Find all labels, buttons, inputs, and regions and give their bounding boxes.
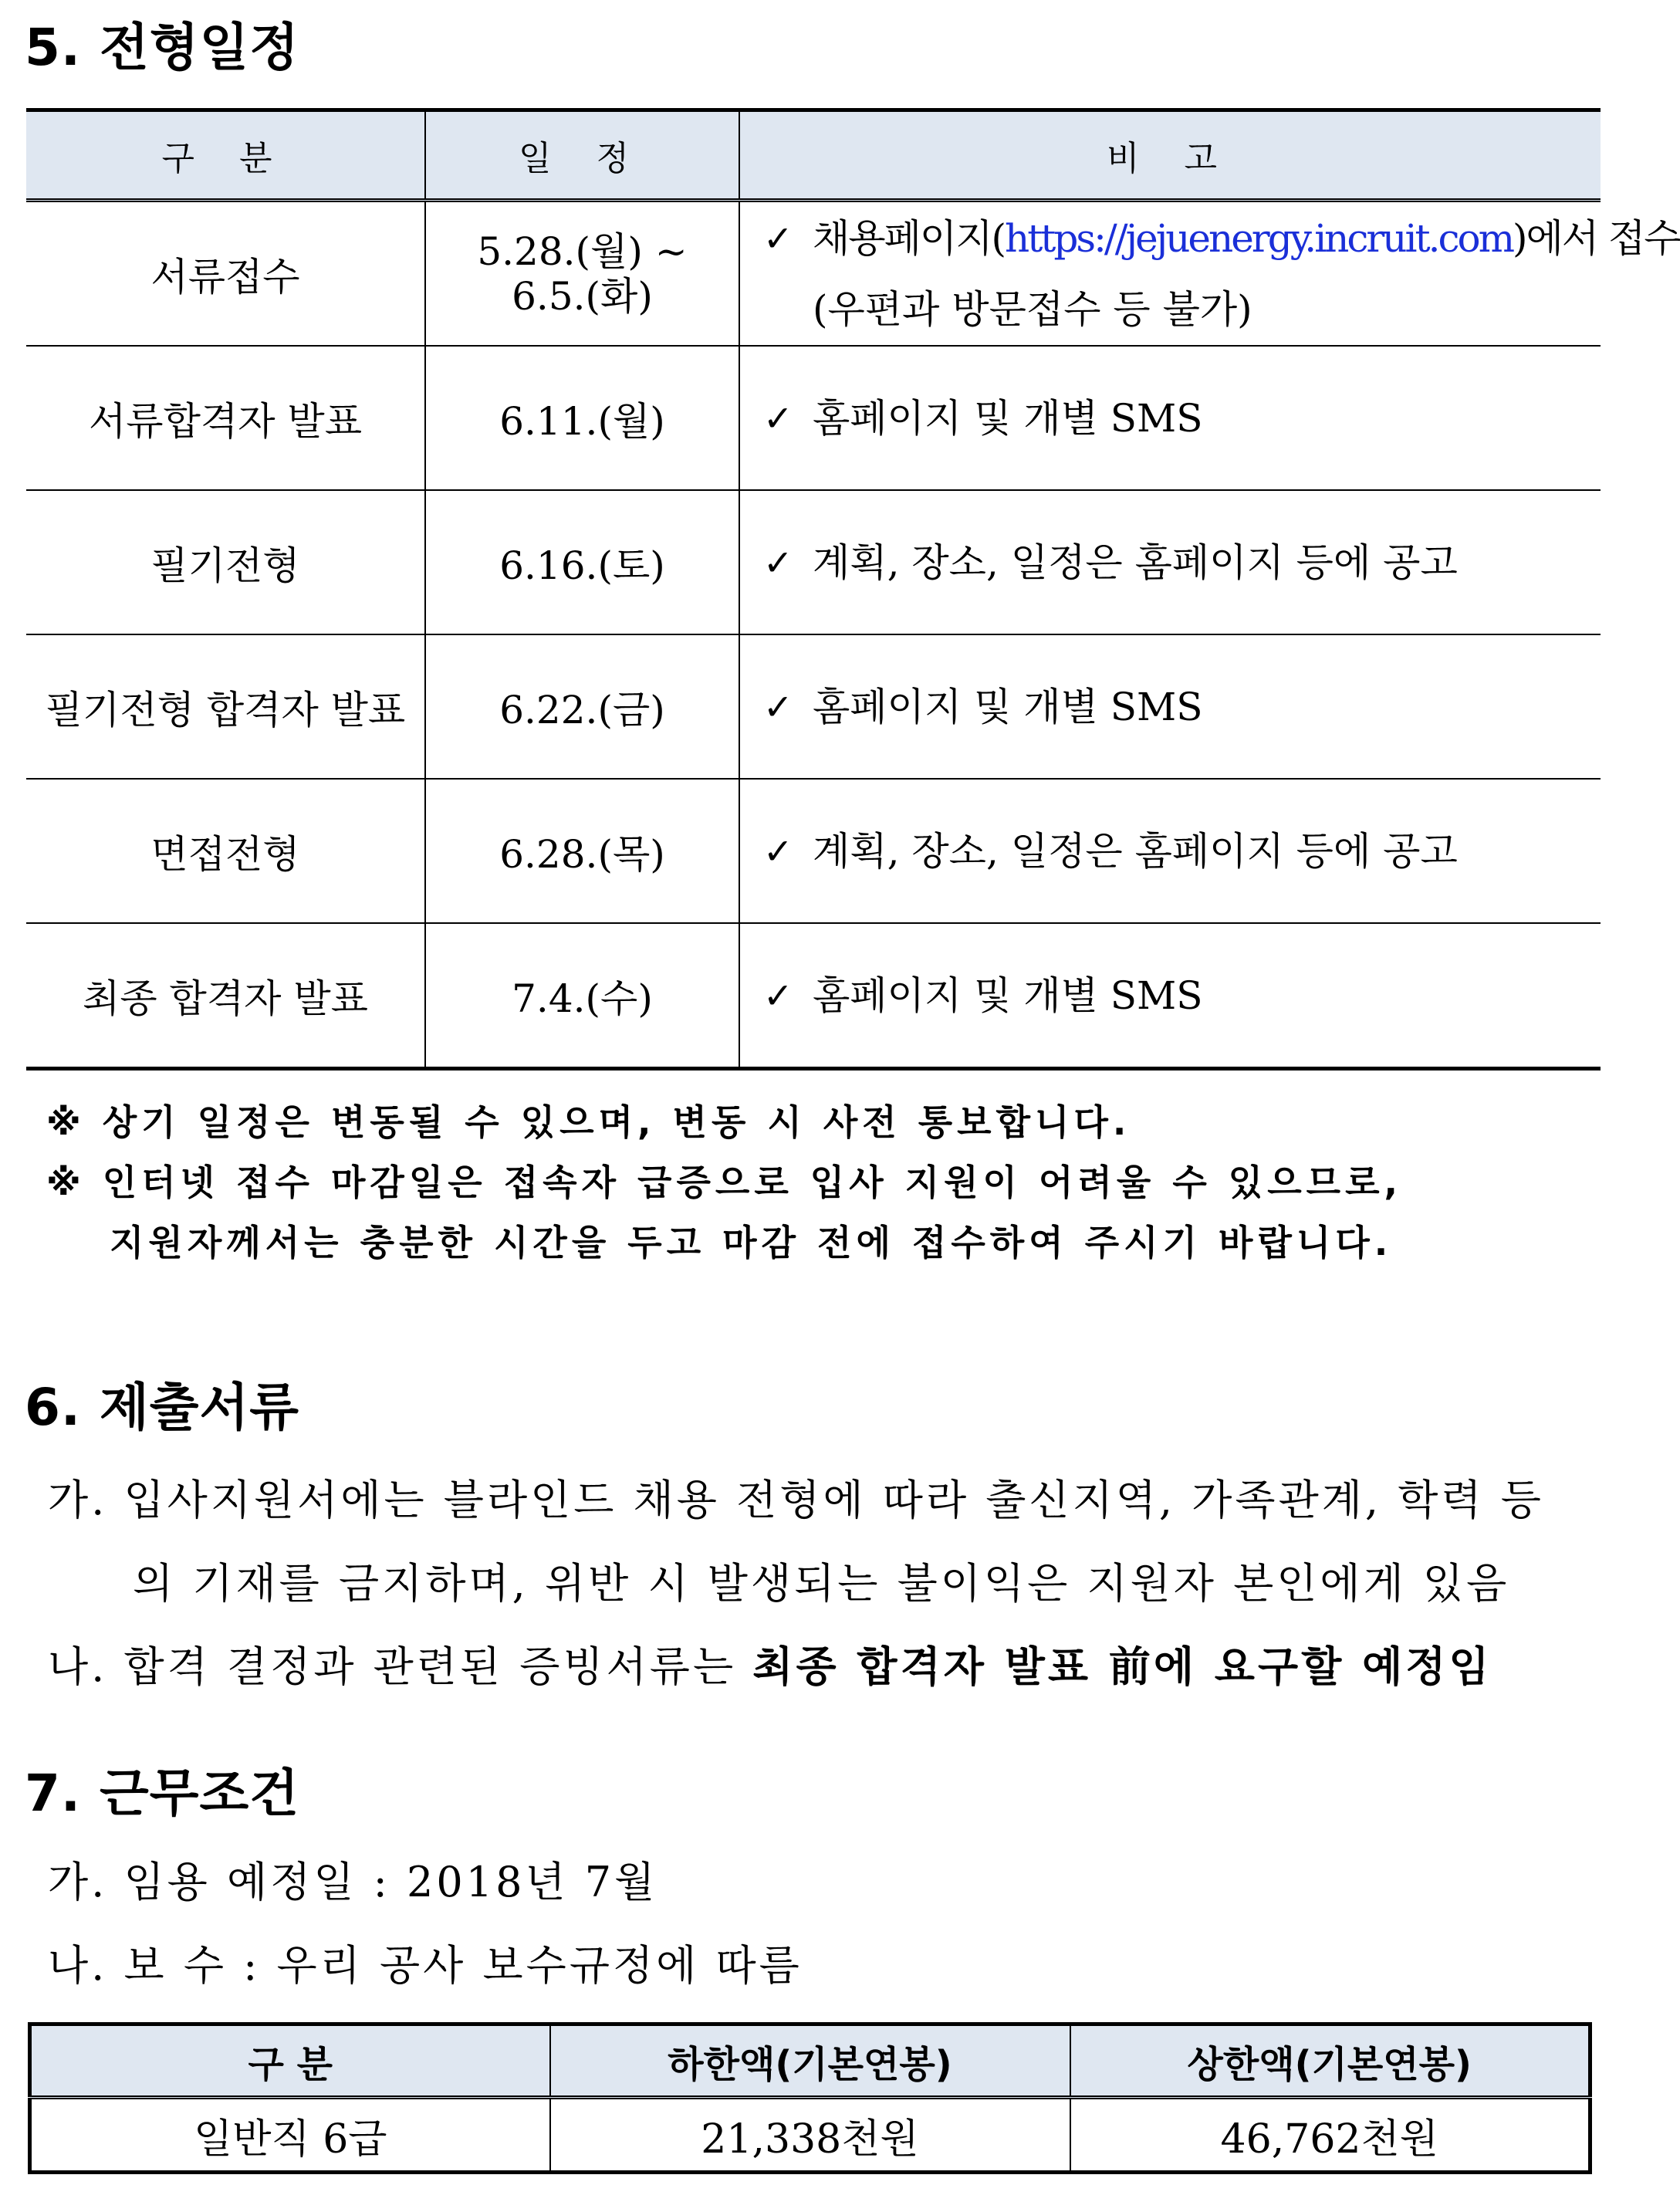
date-cell: 6.11.(월) bbox=[425, 346, 739, 490]
check-icon: ✓ bbox=[763, 974, 793, 1016]
list-item: 나. 보 수 : 우리 공사 보수규정에 따름 bbox=[48, 1941, 803, 1990]
note-cell bbox=[739, 490, 1601, 634]
check-icon: ✓ bbox=[763, 830, 793, 872]
date-cell: 6.16.(토) bbox=[425, 490, 739, 634]
date-cell: 7.4.(수) bbox=[425, 923, 739, 1069]
check-icon: ✓ bbox=[763, 685, 793, 728]
header-stage: 구 분 bbox=[26, 110, 425, 201]
conditions-list bbox=[48, 1841, 803, 2007]
note-cell bbox=[739, 779, 1601, 923]
stage-cell: 최종 합격자 발표 bbox=[26, 923, 425, 1069]
header-note: 비 고 bbox=[739, 110, 1601, 201]
note-text: 홈페이지 및 개별 SMS bbox=[813, 395, 1203, 441]
stage-cell: 서류합격자 발표 bbox=[26, 346, 425, 490]
note-text: 계획, 장소, 일정은 홈페이지 등에 공고 bbox=[813, 539, 1458, 585]
section5-title: 5. 전형일정 bbox=[25, 18, 299, 77]
check-icon: ✓ bbox=[763, 217, 793, 259]
schedule-header-row bbox=[26, 110, 1601, 201]
note-cell bbox=[739, 923, 1601, 1069]
section6-title: 6. 제출서류 bbox=[25, 1378, 299, 1437]
header-min: 하한액(기본연봉) bbox=[550, 2024, 1070, 2098]
header-grade: 구 분 bbox=[30, 2024, 550, 2098]
remark-line: 지원자께서는 충분한 시간을 두고 마감 전에 접수하여 주시기 바랍니다. bbox=[110, 1222, 1393, 1263]
note-text-line2: (우편과 방문접수 등 불가) bbox=[813, 286, 1252, 332]
max-cell: 46,762천원 bbox=[1070, 2098, 1590, 2173]
stage-cell: 서류접수 bbox=[26, 201, 425, 347]
remark-line: ※ 인터넷 접수 마감일은 접속자 급증으로 입사 지원이 어려울 수 있으므로, bbox=[46, 1162, 1402, 1203]
schedule-remarks bbox=[46, 1092, 1402, 1273]
date-cell bbox=[425, 201, 739, 347]
header-date: 일 정 bbox=[425, 110, 739, 201]
stage-cell: 필기전형 합격자 발표 bbox=[26, 634, 425, 779]
salary-table bbox=[28, 2022, 1592, 2174]
salary-header-row bbox=[30, 2024, 1590, 2098]
note-text: 채용페이지( bbox=[813, 215, 1006, 261]
date-cell: 6.28.(목) bbox=[425, 779, 739, 923]
list-item-text: 나. 합격 결정과 관련된 증빙서류는 bbox=[48, 1642, 753, 1691]
note-cell bbox=[739, 634, 1601, 779]
table-row bbox=[26, 634, 1601, 779]
table-row bbox=[26, 923, 1601, 1069]
header-max: 상한액(기본연봉) bbox=[1070, 2024, 1590, 2098]
section7-title: 7. 근무조건 bbox=[25, 1764, 299, 1823]
list-item-continued: 의 기재를 금지하며, 위반 시 발생되는 불이익은 지원자 본인에게 있음 bbox=[133, 1559, 1510, 1608]
list-item: 가. 임용 예정일 : 2018년 7월 bbox=[48, 1858, 658, 1906]
date-cell: 6.22.(금) bbox=[425, 634, 739, 779]
min-cell: 21,338천원 bbox=[550, 2098, 1070, 2173]
recruit-page-link[interactable]: https://jejuenergy.incruit.com bbox=[1005, 215, 1513, 261]
stage-cell: 면접전형 bbox=[26, 779, 425, 923]
note-text: 홈페이지 및 개별 SMS bbox=[813, 972, 1203, 1018]
table-row bbox=[26, 490, 1601, 634]
schedule-table bbox=[26, 108, 1680, 1071]
stage-cell: 필기전형 bbox=[26, 490, 425, 634]
note-text-after: )에서 접수 bbox=[1513, 215, 1680, 261]
check-icon: ✓ bbox=[763, 397, 793, 439]
table-row bbox=[26, 779, 1601, 923]
table-row bbox=[30, 2098, 1590, 2173]
documents-list bbox=[48, 1459, 1544, 1709]
date-start: 5.28.(월) ~ bbox=[477, 228, 688, 274]
table-row bbox=[26, 346, 1601, 490]
note-cell bbox=[739, 346, 1601, 490]
note-text: 계획, 장소, 일정은 홈페이지 등에 공고 bbox=[813, 828, 1458, 874]
list-item: 가. 입사지원서에는 블라인드 채용 전형에 따라 출신지역, 가족관계, 학력 등 bbox=[48, 1476, 1544, 1524]
remark-line: ※ 상기 일정은 변동될 수 있으며, 변동 시 사전 통보합니다. bbox=[46, 1101, 1131, 1143]
note-text: 홈페이지 및 개별 SMS bbox=[813, 684, 1203, 729]
date-end: 6.5.(화) bbox=[512, 273, 653, 319]
grade-cell: 일반직 6급 bbox=[30, 2098, 550, 2173]
list-item bbox=[48, 1625, 1544, 1709]
note-cell bbox=[739, 201, 1680, 347]
check-icon: ✓ bbox=[763, 541, 793, 583]
list-item-emphasis: 최종 합격자 발표 前에 요구할 예정임 bbox=[752, 1642, 1492, 1691]
table-row bbox=[26, 201, 1601, 347]
